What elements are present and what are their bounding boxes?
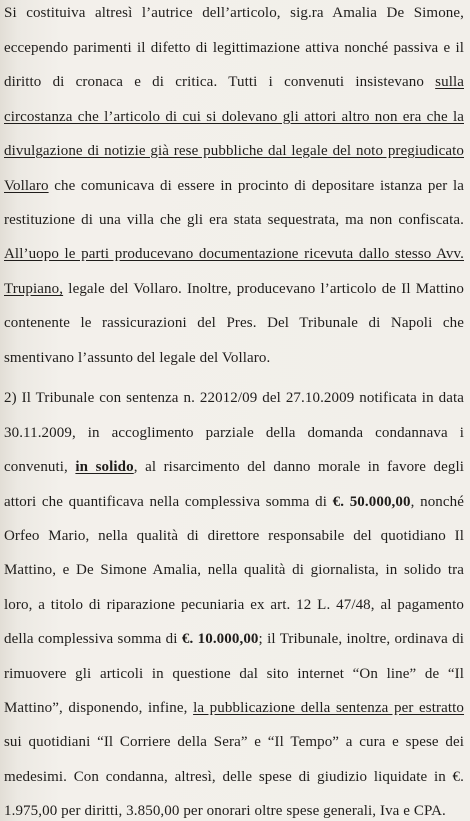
text-line bbox=[4, 423, 464, 443]
text-line bbox=[4, 107, 464, 127]
text-line bbox=[4, 732, 464, 752]
text-line bbox=[4, 3, 464, 23]
text-line bbox=[4, 72, 464, 92]
text-line bbox=[4, 176, 464, 196]
text-segment: 2) Il Tribunale con sentenza n. 22012/09 del 27.10.2009 notificata in data bbox=[4, 390, 464, 406]
text-line bbox=[4, 526, 464, 546]
text-line bbox=[4, 629, 464, 649]
text-line bbox=[4, 457, 464, 477]
text-segment: Trupiano, bbox=[4, 281, 64, 297]
text-segment: eccependo parimenti il difetto di legittimazione attiva nonché passiva e il bbox=[4, 40, 464, 56]
text-line bbox=[4, 801, 464, 821]
text-segment: che comunicava di essere in procinto di depositare istanza per la bbox=[48, 178, 464, 194]
text-segment: , al risarcimento del danno morale in favore degli bbox=[133, 459, 464, 475]
text-segment: Mattino, e De Simone Amalia, nella qualità di giornalista, in solido tra bbox=[4, 562, 464, 578]
text-line bbox=[4, 492, 464, 512]
text-segment: contenente le rassicurazioni del Pres. Del Tribunale di Napoli che bbox=[4, 315, 464, 331]
text-segment: €. 10.000,00 bbox=[181, 631, 259, 647]
text-segment: la pubblicazione della sentenza per estratto bbox=[193, 700, 465, 716]
text-line bbox=[4, 698, 464, 718]
text-segment: Mattino”, disponendo, infine, bbox=[4, 700, 194, 716]
text-segment: sulla bbox=[435, 74, 464, 90]
text-segment: restituzione di una villa che gli era stata sequestrata, ma non confiscata. bbox=[4, 212, 464, 228]
text-segment: , nonché bbox=[410, 494, 465, 510]
text-line bbox=[4, 38, 464, 58]
text-segment: diritto di cronaca e di critica. Tutti i convenuti insistevano bbox=[4, 74, 436, 90]
text-line bbox=[4, 388, 464, 408]
text-segment: 1.975,00 per diritti, 3.850,00 per onorari oltre spese generali, Iva e CPA. bbox=[4, 803, 446, 819]
text-line bbox=[4, 348, 464, 368]
text-segment: medesimi. Con condanna, altresì, delle spese di giudizio liquidate in €. bbox=[4, 769, 464, 785]
text-line bbox=[4, 664, 464, 684]
text-segment: circostanza che l’articolo di cui si dolevano gli attori altro non era che la bbox=[4, 109, 464, 125]
text-line bbox=[4, 767, 464, 787]
text-segment: sui quotidiani “Il Corriere della Sera” e “Il Tempo” a cura e spese dei bbox=[4, 734, 464, 750]
text-line bbox=[4, 279, 464, 299]
text-line bbox=[4, 210, 464, 230]
text-line bbox=[4, 595, 464, 615]
text-line bbox=[4, 244, 464, 264]
text-segment: 30.11.2009, in accoglimento parziale della domanda condannava i bbox=[4, 425, 464, 441]
text-segment: Si costituiva altresì l’autrice dell’articolo, sig.ra Amalia De Simone, bbox=[4, 5, 464, 21]
text-line bbox=[4, 560, 464, 580]
text-segment: divulgazione di notizie già rese pubbliche dal legale del noto pregiudicato bbox=[4, 143, 464, 159]
text-segment: Orfeo Mario, nella qualità di direttore responsabile del quotidiano Il bbox=[4, 528, 464, 544]
text-segment: ; il Tribunale, inoltre, ordinava di bbox=[258, 631, 465, 647]
text-segment: smentivano l’assunto del legale del Vollaro. bbox=[4, 350, 271, 366]
text-segment: rimuovere gli articoli in questione dal sito internet “On line” de “Il bbox=[4, 666, 464, 682]
text-segment: legale del Vollaro. Inoltre, producevano l’articolo de Il Mattino bbox=[63, 281, 464, 297]
text-line bbox=[4, 313, 464, 333]
text-line bbox=[4, 141, 464, 161]
text-segment: All’uopo le parti producevano documentazione ricevuta dallo stesso Avv. bbox=[4, 246, 464, 262]
text-segment: €. 50.000,00 bbox=[332, 494, 411, 510]
text-segment: Vollaro bbox=[4, 178, 49, 194]
text-segment: in solido bbox=[75, 459, 134, 475]
text-segment: attori che quantificava nella complessiva somma di bbox=[4, 494, 333, 510]
text-segment: convenuti, bbox=[4, 459, 76, 475]
text-segment: della complessiva somma di bbox=[4, 631, 182, 647]
text-segment: loro, a titolo di riparazione pecuniaria ex art. 12 L. 47/48, al pagamento bbox=[4, 597, 464, 613]
